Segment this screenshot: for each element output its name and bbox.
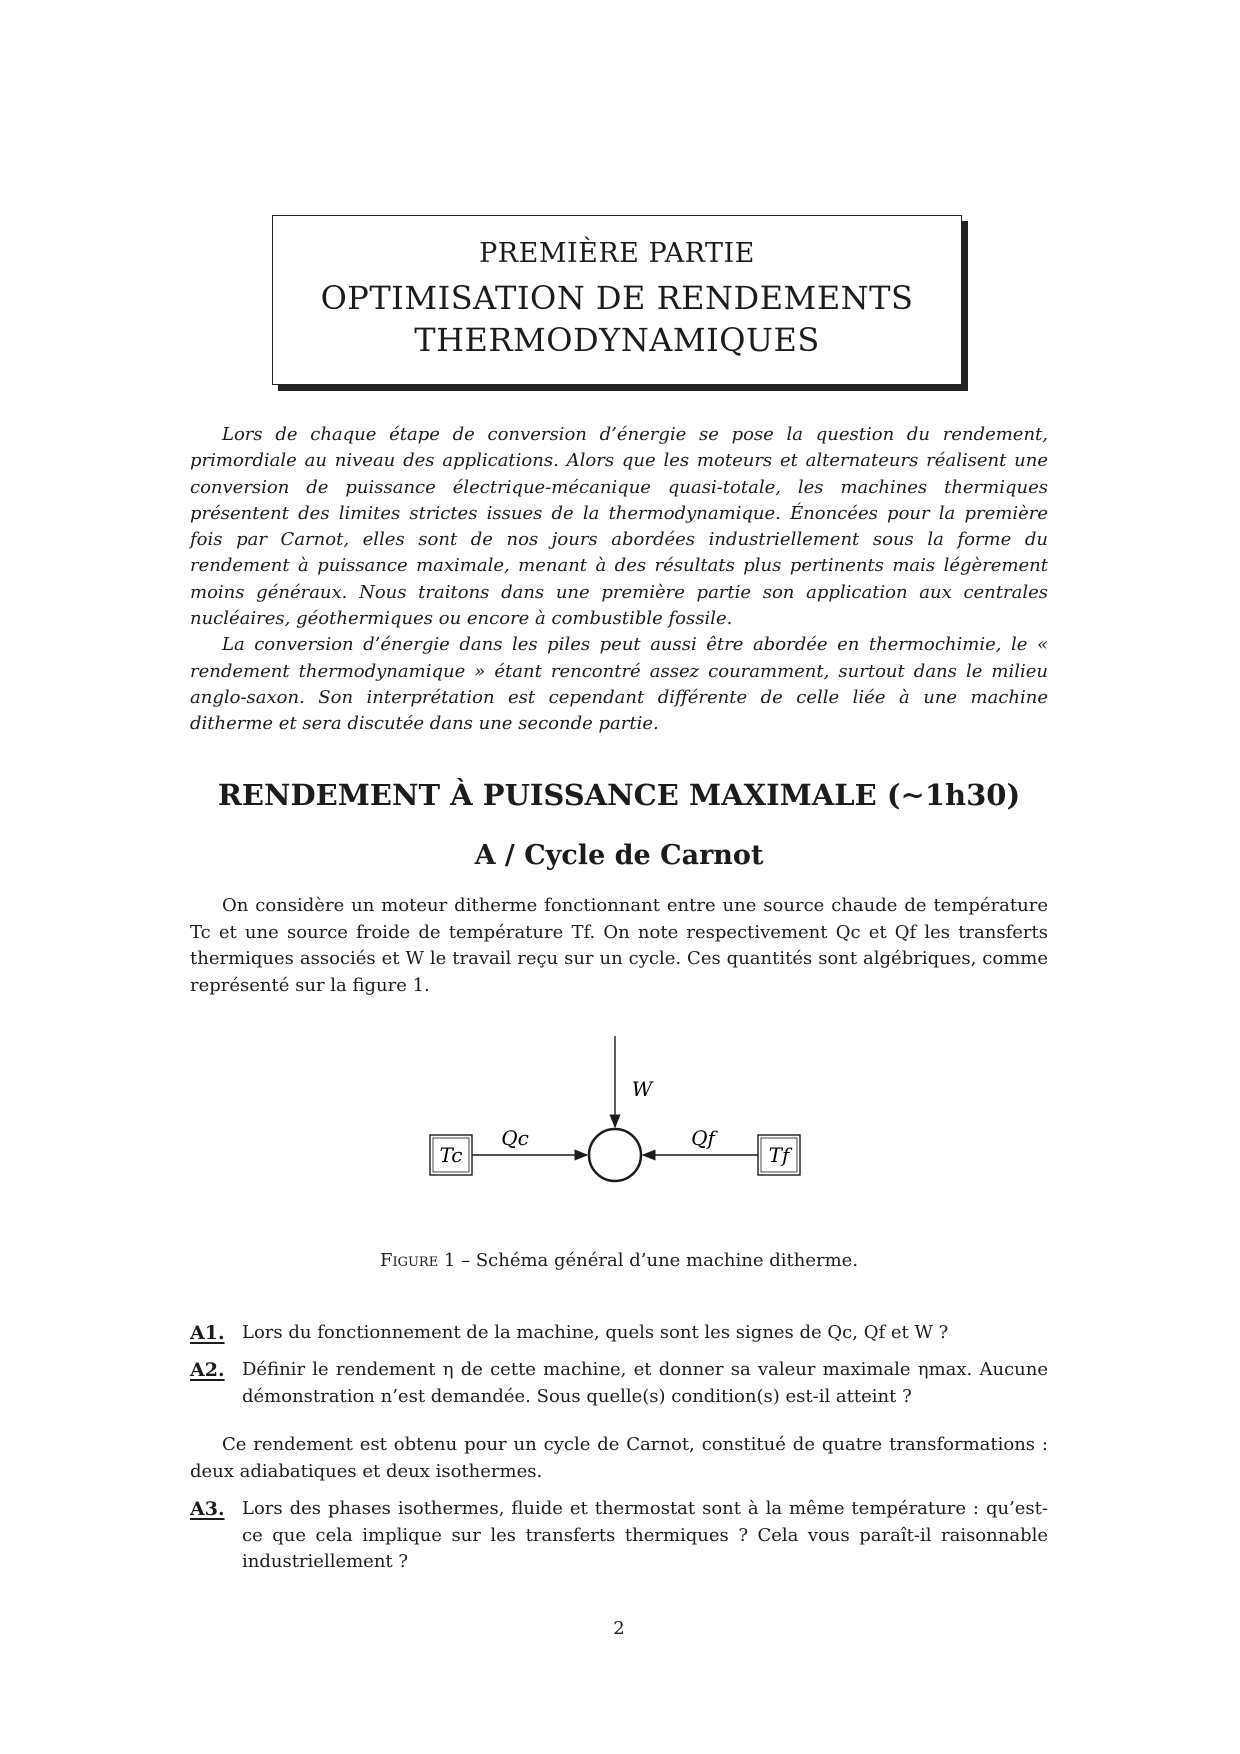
part-title-box [272, 215, 962, 385]
figure-caption [190, 1250, 1048, 1271]
question-a2-text: Définir le rendement η de cette machine, et donner sa valeur maximale ηmax. Aucune démonstration n’est demandée. Sous quelle(s) condition(s) est-il atteint ? [242, 1359, 1048, 1407]
engine-circle [589, 1129, 641, 1181]
caption-text: – Schéma général d’une machine ditherme. [455, 1250, 859, 1271]
question-a3-label: A3. [190, 1498, 225, 1520]
subsection-title: A / Cycle de Carnot [474, 840, 764, 871]
carnot-body [190, 1432, 1048, 1485]
paragraph-engine-description: On considère un moteur ditherme fonctionnant entre une source chaude de température Tc et une source froide de température Tf. On note respectivement Qc et Qf les transferts thermiques associés et W le travail reçu sur un cycle. Ces quantités sont algébriques, comme représenté sur la figure 1. [190, 895, 1048, 996]
page-number: 2 [613, 1618, 625, 1639]
intro-paragraph-1: Lors de chaque étape de conversion d’énergie se pose la question du rendement, primordiale au niveau des applications. Alors que les moteurs et alternateurs réalisent une conversion de puissance électrique-mécanique quasi-totale, les machines thermiques présentent des limites strictes issues de la thermodynamique. Énoncées pour la première fois par Carnot, elles sont de nos jours abordées industriellement sous la forme du rendement à puissance maximale, menant à des résultats plus pertinents mais légèrement moins généraux. Nous traitons dans une première partie son application aux centrales nucléaires, géothermiques ou encore à combustible fossile. [190, 424, 1048, 630]
section-title: RENDEMENT À PUISSANCE MAXIMALE (∼1h30) [217, 778, 1021, 812]
question-a1-label: A1. [190, 1322, 225, 1344]
question-a3 [190, 1496, 1048, 1576]
heat-cold-label: Qf [691, 1126, 715, 1150]
question-a1-text: Lors du fonctionnement de la machine, quels sont les signes de Qc, Qf et W ? [242, 1322, 949, 1343]
figure-ditherm-diagram [420, 1028, 820, 1208]
heat-hot-label: Qc [501, 1126, 529, 1150]
question-a1 [190, 1320, 1048, 1347]
question-a2-label: A2. [190, 1359, 225, 1381]
caption-label: Figure 1 [379, 1250, 456, 1271]
hot-source-label: Tc [439, 1143, 463, 1167]
paragraph-carnot-cycle: Ce rendement est obtenu pour un cycle de Carnot, constitué de quatre transformations : deux adiabatiques et deux isothermes. [190, 1434, 1048, 1482]
intro-body [190, 893, 1048, 999]
question-a2 [190, 1357, 1048, 1410]
part-title-line1: OPTIMISATION DE RENDEMENTS [320, 279, 914, 317]
cold-source-box [758, 1135, 800, 1175]
introduction [190, 422, 1048, 738]
part-label: PREMIÈRE PARTIE [479, 238, 755, 269]
cold-source-label: Tf [768, 1143, 790, 1167]
intro-paragraph-2: La conversion d’énergie dans les piles peut aussi être abordée en thermochimie, le « rendement thermodynamique » étant rencontré assez couramment, surtout dans le milieu anglo-saxon. Son interprétation est cependant différente de celle liée à une machine ditherme et sera discutée dans une seconde partie. [190, 634, 1048, 735]
work-label: W [631, 1077, 653, 1101]
part-title-line2: THERMODYNAMIQUES [414, 321, 820, 359]
hot-source-box [430, 1135, 472, 1175]
question-a3-text: Lors des phases isothermes, fluide et thermostat sont à la même température : qu’est-ce que cela implique sur les transferts thermiques ? Cela vous paraît-il raisonnable industriellement ? [242, 1498, 1048, 1572]
